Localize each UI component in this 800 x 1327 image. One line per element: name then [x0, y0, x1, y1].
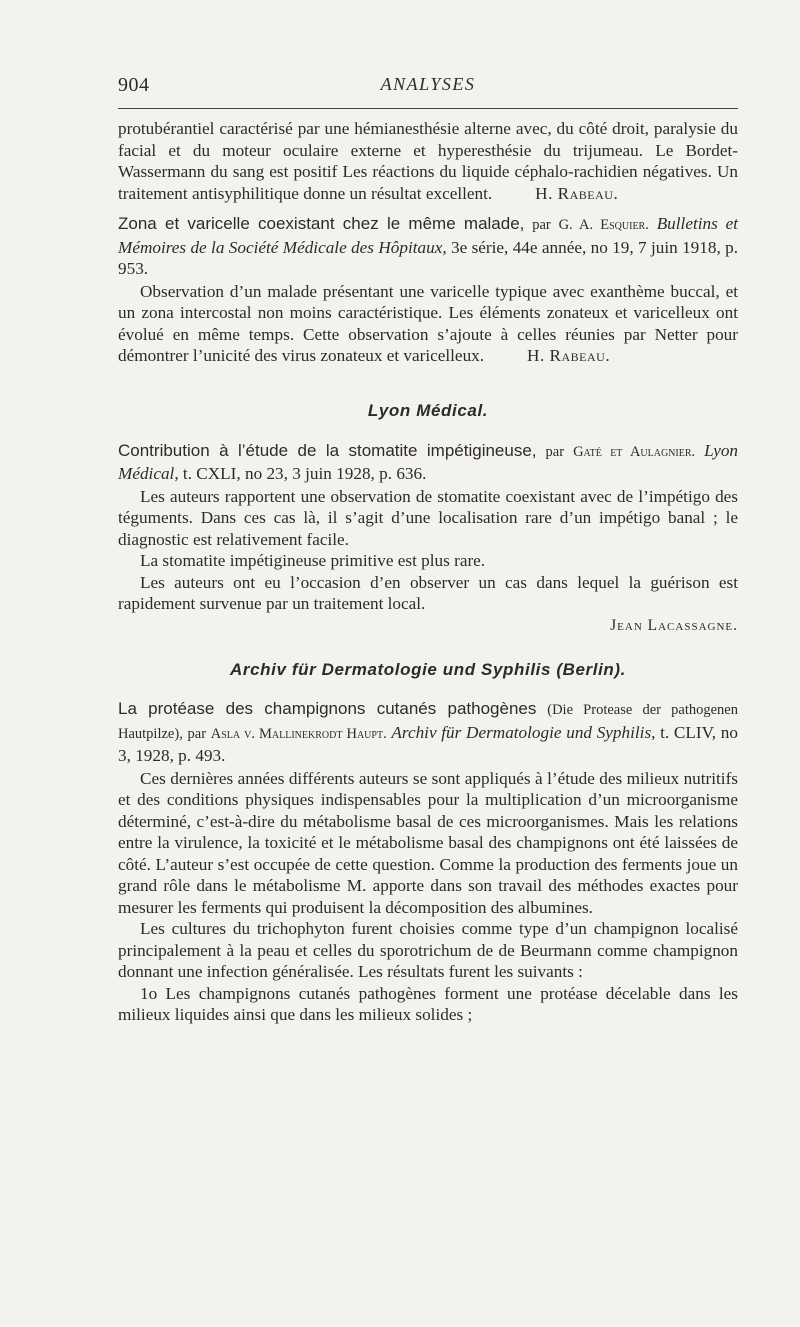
entry-author: G. A. Esquier.: [558, 217, 649, 233]
page-body: [118, 118, 738, 1026]
continued-paragraph: [118, 118, 738, 204]
by-word: par: [545, 443, 565, 460]
entry-reference: t. CLIV, no 3, 1928, p. 493.: [118, 722, 738, 765]
journal-name: Lyon Médical,: [118, 440, 739, 483]
entry-title: Contribution à l’étude de la stomatite impétigineuse,: [118, 440, 537, 460]
entry-reference: 3e série, 44e année, no 19, 7 juin 1918, p. 953.: [118, 237, 739, 278]
signature: H. Rabeau.: [527, 346, 611, 365]
original-title: (Die Protease der pathogenen Hautpilze),: [118, 702, 738, 742]
entry-title: La protéase des champignons cutanés pathogènes: [118, 699, 537, 718]
paragraph-text: protubérantiel caractérisé par une hémianesthésie alterne avec, du côté droit, paralysie du facial et du moteur oculaire externe et hyperesthésie du trijumeau. Le Bordet-Wassermann du sang est positif Les réactions du liquide céphalo-rachidien négatives. Un traitement antisyphilitique donne un résultat excellent.: [118, 119, 738, 203]
entry-authors: Asla v. Mallinekrodt Haupt.: [210, 725, 387, 742]
entry-citation: Bulletins et Mémoires de la Société Médicale des Hôpitaux,: [118, 214, 739, 257]
entry-authors: Gaté et Aulagnier.: [573, 443, 696, 460]
running-title: ANALYSES: [380, 74, 476, 94]
entry-body: 1o Les champignons cutanés pathogènes forment une protéase décelable dans les milieux liquides ainsi que dans les milieux solides ;: [118, 983, 738, 1024]
entry-header: [118, 213, 738, 280]
entry-body: Les cultures du trichophyton furent choisies comme type d’un champignon localisé principalement à la peau et celles du sporotrichum de de Beurmann comme champignon donnant une infection généralisée. Les résultats furent les suivants :: [118, 919, 738, 981]
page-number: 904: [118, 74, 150, 96]
by-word: par: [532, 217, 551, 233]
signature: Jean Lacassagne.: [610, 616, 738, 634]
page-header: [118, 74, 738, 100]
entry-body: [118, 281, 738, 367]
entry-header: [118, 698, 738, 767]
by-word: par: [187, 725, 207, 742]
entry-body: Ces dernières années différents auteurs se sont appliqués à l’étude des milieux nutritifs et des conditions physiques indispensables pour la multiplication d’un microorganisme déterminé, c’est-à-dire du métabolisme basal de ces microorganismes. Mais les relations entre la virulence, la toxicité et le métabolisme basal des champignons ont été laissées de côté. L’auteur s’est occupée de cette question. Comme la production des ferments joue un grand rôle dans le métabolisme M. apporte dans son travail des méthodes exactes pour mesurer les ferments qui produisent la décomposition des albumines.: [118, 768, 738, 917]
entry-header: [118, 440, 738, 485]
entry-title: Zona et varicelle coexistant chez le même malade,: [118, 214, 525, 233]
signature: H. Rabeau.: [535, 183, 619, 203]
section-heading: Lyon Médical.: [367, 400, 489, 420]
journal-name: Archiv für Dermatologie und Syphilis,: [391, 722, 656, 742]
entry-body: Les auteurs ont eu l’occasion d’en observer un cas dans lequel la guérison est rapidement survenue par un traitement local.: [118, 572, 738, 613]
entry-body: La stomatite impétigineuse primitive est plus rare.: [140, 551, 486, 570]
paragraph-text: Observation d’un malade présentant une varicelle typique avec exanthème buccal, et un zona intercostal non moins caractéristique. Les éléments zonateux et varicelleux ont évolué en même temps. Cette observation s’ajoute à celles réunies par Netter pour démontrer l’unicité des virus zonateux et varicelleux.: [118, 281, 738, 365]
entry-reference: t. CXLI, no 23, 3 juin 1928, p. 636.: [182, 464, 427, 483]
header-rule: [118, 108, 738, 109]
section-heading: Archiv für Dermatologie und Syphilis (Berlin).: [230, 660, 626, 679]
entry-body: Les auteurs rapportent une observation de stomatite coexistant avec de l’impétigo des téguments. Dans ces cas là, il s’agit d’une localisation rare d’un impétigo banal ; le diagnostic est relativement facile.: [118, 486, 738, 549]
